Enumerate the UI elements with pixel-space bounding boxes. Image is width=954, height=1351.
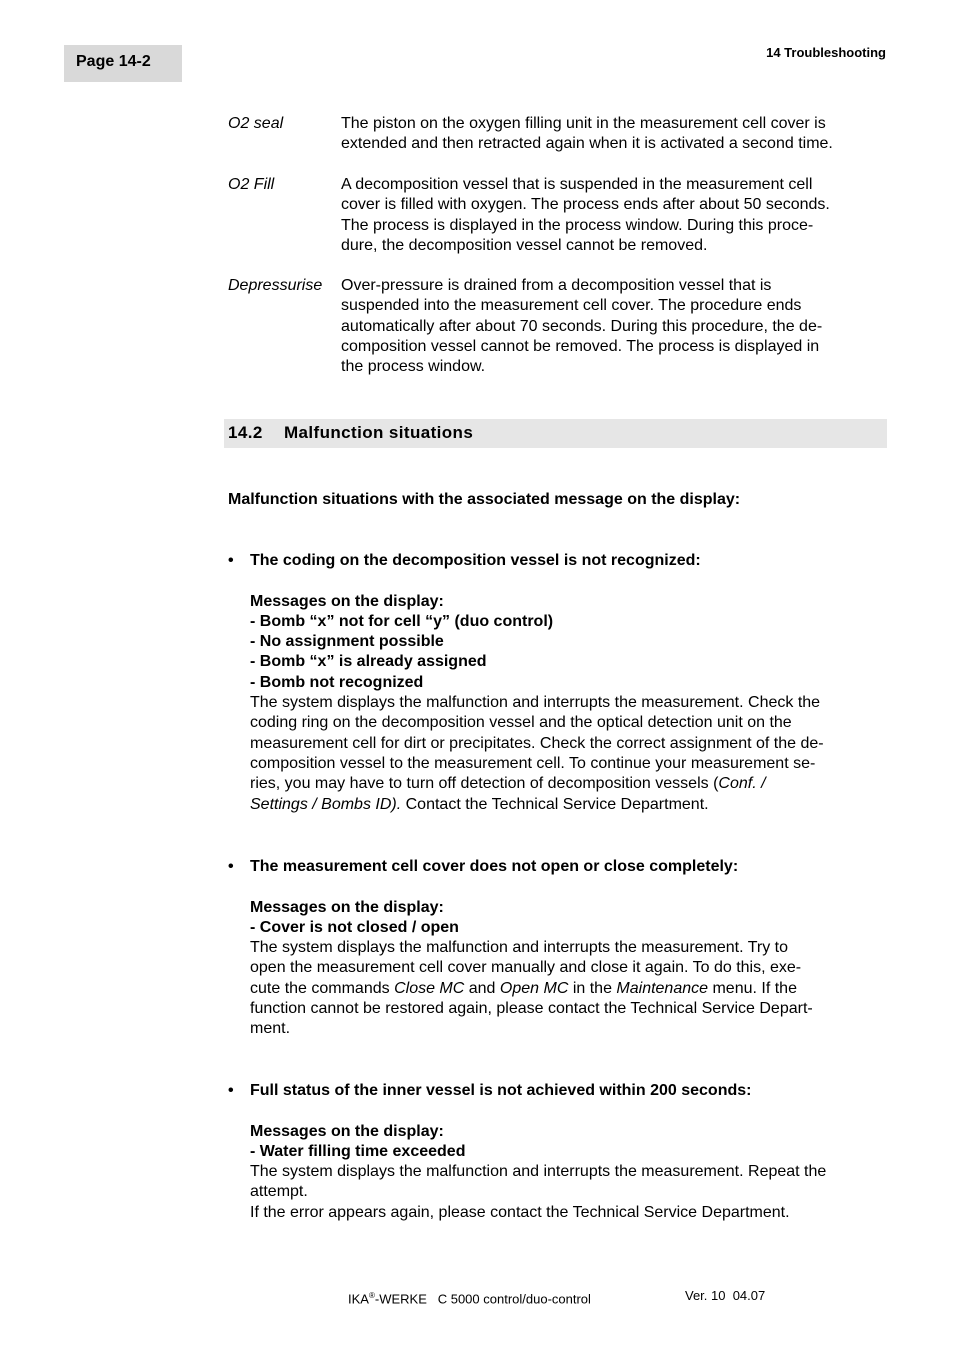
text-line: Over-pressure is drained from a decomposition vessel that is [341, 277, 772, 294]
text-line: measurement cell for dirt or precipitates. Check the correct assignment of the de- [250, 734, 824, 752]
text-line: ries, you may have to turn off detection of decomposition vessels (Conf. / [250, 775, 766, 793]
text-line: If the error appears again, please contact the Technical Service Department. [250, 1203, 790, 1221]
definition-o2-fill [228, 175, 888, 256]
bullet-icon: • [228, 1082, 234, 1099]
text-line: ment. [250, 1020, 291, 1038]
item-body [250, 938, 888, 1039]
chapter-title: 14 Troubleshooting [766, 45, 886, 60]
text-line: the process window. [341, 358, 486, 376]
message-line: - Water filling time exceeded [250, 1142, 466, 1160]
item-heading: The measurement cell cover does not open or close completely: [250, 858, 739, 875]
text-line: open the measurement cell cover manually and close it again. To do this, exe- [250, 959, 802, 977]
message-line: - Bomb not recognized [250, 673, 424, 691]
text-line: Settings / Bombs ID). Contact the Technical Service Department. [250, 795, 709, 813]
text-line: extended and then retracted again when it is activated a second time. [341, 135, 833, 153]
section-title: Malfunction situations [284, 423, 474, 442]
text-line: The process is displayed in the process window. During this proce- [341, 216, 814, 234]
messages-label: Messages on the display: [250, 1122, 444, 1140]
definition-text [341, 114, 888, 155]
text-line: composition vessel to the measurement cell. To continue your measurement se- [250, 754, 816, 772]
section-number: 14.2 [228, 423, 263, 442]
text-line: cute the commands Close MC and Open MC in the Maintenance menu. If the [250, 979, 797, 997]
bullet-icon: • [228, 858, 234, 875]
text-line: The system displays the malfunction and interrupts the measurement. Check the [250, 694, 821, 712]
message-line: - Cover is not closed / open [250, 918, 459, 936]
definition-term: O2 Fill [228, 176, 275, 193]
malfunction-item [228, 551, 888, 815]
intro-text: Malfunction situations with the associated message on the display: [228, 491, 741, 508]
item-heading: Full status of the inner vessel is not achieved within 200 seconds: [250, 1082, 752, 1099]
item-body [250, 693, 888, 815]
text-line: A decomposition vessel that is suspended in the measurement cell [341, 176, 813, 193]
definition-depressurise [228, 276, 888, 377]
text-line: The piston on the oxygen filling unit in the measurement cell cover is [341, 115, 826, 132]
text-line: automatically after about 70 seconds. During this procedure, the de- [341, 317, 823, 335]
page-number-badge: Page 14-2 [64, 45, 182, 82]
text-line: coding ring on the decomposition vessel and the optical detection unit on the [250, 714, 792, 732]
definition-term: O2 seal [228, 115, 284, 132]
text-line: composition vessel cannot be removed. The process is displayed in [341, 337, 820, 355]
text-line: function cannot be restored again, please contact the Technical Service Depart- [250, 1000, 813, 1018]
malfunction-item [228, 857, 888, 1040]
message-line: - No assignment possible [250, 633, 444, 651]
text-line: The system displays the malfunction and interrupts the measurement. Repeat the [250, 1163, 827, 1181]
footer-version: Ver. 10 04.07 [685, 1288, 766, 1303]
message-line: - Bomb “x” is already assigned [250, 653, 487, 671]
text-line: cover is filled with oxygen. The process ends after about 50 seconds. [341, 196, 830, 214]
footer-product: IKA®-WERKE C 5000 control/duo-control [348, 1291, 591, 1307]
definition-term: Depressurise [228, 277, 323, 294]
definition-o2-seal [228, 114, 888, 155]
messages-label: Messages on the display: [250, 592, 444, 610]
item-heading: The coding on the decomposition vessel is not recognized: [250, 552, 701, 569]
text-line: attempt. [250, 1183, 308, 1201]
messages-label: Messages on the display: [250, 898, 444, 916]
bullet-icon: • [228, 552, 234, 569]
text-line: dure, the decomposition vessel cannot be removed. [341, 236, 708, 254]
definition-text [341, 276, 888, 377]
message-line: - Bomb “x” not for cell “y” (duo control) [250, 612, 554, 630]
malfunction-item [228, 1081, 888, 1223]
item-body [250, 1162, 888, 1223]
definition-text [341, 175, 888, 256]
text-line: suspended into the measurement cell cover. The procedure ends [341, 297, 802, 315]
text-line: The system displays the malfunction and interrupts the measurement. Try to [250, 939, 789, 957]
section-heading [224, 419, 887, 448]
